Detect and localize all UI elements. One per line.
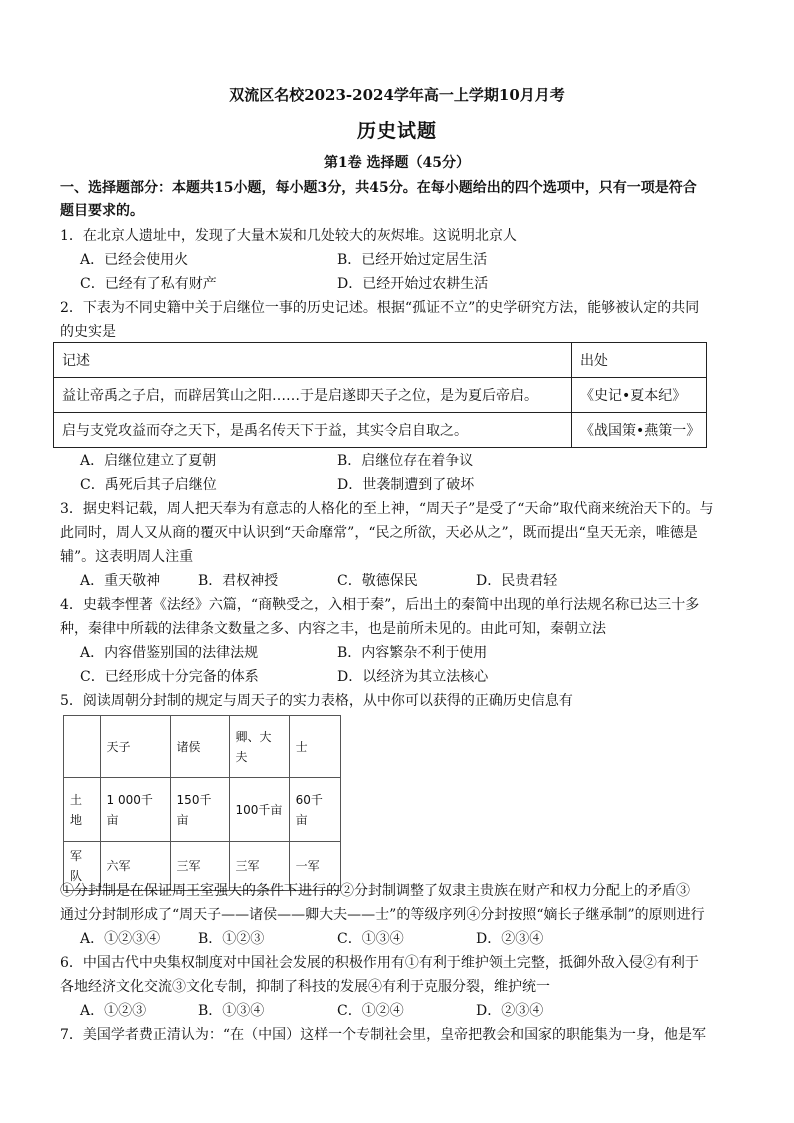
table-header-row [54, 343, 707, 378]
q4-option-b: B．内容繁杂不利于使用 [337, 645, 488, 661]
q2-option-b: B．启继位存在着争议 [337, 453, 474, 469]
table-cell: 100千亩 [229, 778, 289, 842]
q3-option-d: D．民贵君轻 [476, 573, 558, 589]
q1-option-b: B．已经开始过定居生活 [337, 252, 488, 268]
table-row-label: 土地 [64, 778, 101, 842]
table-cell-source: 《战国策•燕策一》 [572, 413, 707, 448]
table-header-record: 记述 [54, 343, 572, 378]
table-cell: 60千亩 [289, 778, 340, 842]
q2-option-a: A．启继位建立了夏朝 [80, 453, 217, 469]
table-header-source: 出处 [572, 343, 707, 378]
table-row [64, 778, 341, 842]
q4-option-c: C．已经形成十分完备的体系 [80, 669, 259, 685]
q3-stem-1: 3．据史料记载，周人把天奉为有意志的人格化的至上神，“周天子”是受了“天命”取代商来统治天下的。与 [60, 501, 714, 517]
q5-option-d: D．②③④ [476, 931, 544, 947]
q6-option-a: A．①②③ [80, 1003, 147, 1019]
table-cell: 六军 [100, 842, 170, 891]
table-cell-source: 《史记•夏本纪》 [572, 378, 707, 413]
q5-option-a: A．①②③④ [80, 931, 161, 947]
table-cell: 三军 [229, 842, 289, 891]
table-cell-record: 启与支党攻益而夺之天下，是禹名传天下于益，其实令启自取之。 [54, 413, 572, 448]
q6-option-c: C．①②④ [337, 1003, 404, 1019]
q1-stem: 1．在北京人遗址中，发现了大量木炭和几处较大的灰烬堆。这说明北京人 [60, 228, 517, 244]
q5-option-b: B．①②③ [198, 931, 265, 947]
instructions-line-2: 题目要求的。 [60, 203, 144, 219]
q1-option-d: D．已经开始过农耕生活 [337, 276, 489, 292]
q3-stem-3: 辅”。这表明周人注重 [60, 549, 194, 565]
table-cell: 三军 [170, 842, 229, 891]
q5-option-c: C．①③④ [337, 931, 404, 947]
q3-option-a: A．重天敬神 [80, 573, 161, 589]
q2-option-c: C．禹死后其子启继位 [80, 477, 217, 493]
q7-stem-1: 7．美国学者费正清认为：“在（中国）这样一个专制社会里，皇帝把教会和国家的职能集为一身，他是军 [60, 1027, 707, 1043]
q2-table [53, 342, 707, 448]
q4-option-d: D．以经济为其立法核心 [337, 669, 489, 685]
table-cell: 150千亩 [170, 778, 229, 842]
q4-stem-1: 4．史载李悝著《法经》六篇，“商鞅受之，入相于秦”，后出土的秦简中出现的单行法规名称已达三十多 [60, 597, 700, 613]
q3-stem-2: 此同时，周人又从商的覆灭中认识到“天命靡常”，“民之所欲，天必从之”，既而提出“皇天无亲，唯德是 [60, 525, 698, 541]
q5-info-2: 通过分封制形成了“周天子——诸侯——卿大夫——士”的等级序列④分封按照“嫡长子继承制”的原则进行 [60, 907, 705, 923]
q3-option-c: C．敬德保民 [337, 573, 418, 589]
q4-stem-2: 种，秦律中所载的法律条文数量之多、内容之丰，也是前所未见的。由此可知，秦朝立法 [60, 621, 606, 637]
table-cell-record: 益让帝禹之子启，而辟居箕山之阳……于是启遂即天子之位，是为夏后帝启。 [54, 378, 572, 413]
q6-stem-1: 6．中国古代中央集权制度对中国社会发展的积极作用有①有利于维护领土完整，抵御外敌入侵②有利于 [60, 955, 699, 971]
table-row [54, 378, 707, 413]
table-header-empty [64, 716, 101, 778]
table-header: 天子 [100, 716, 170, 778]
q5-stem: 5．阅读周朝分封制的规定与周天子的实力表格，从中你可以获得的正确历史信息有 [60, 693, 573, 709]
q6-option-d: D．②③④ [476, 1003, 544, 1019]
table-cell: 一军 [289, 842, 340, 891]
q2-stem-1: 2．下表为不同史籍中关于启继位一事的历史记述。根据“孤证不立”的史学研究方法，能够被认定的共同 [60, 300, 700, 316]
instructions-line-1: 一、选择题部分：本题共15小题，每小题3分，共45分。在每小题给出的四个选项中，只有一项是符合 [60, 180, 697, 196]
q6-stem-2: 各地经济文化交流③文化专制，抑制了科技的发展④有利于克服分裂，维护统一 [60, 979, 550, 995]
q2-option-d: D．世袭制遭到了破坏 [337, 477, 475, 493]
q6-option-b: B．①③④ [198, 1003, 265, 1019]
exam-title: 双流区名校2023-2024学年高一上学期10月月考 [229, 86, 565, 104]
q5-table [63, 715, 341, 891]
q4-option-a: A．内容借鉴别国的法律法规 [80, 645, 259, 661]
q3-option-b: B．君权神授 [198, 573, 279, 589]
q1-option-a: A．已经会使用火 [80, 252, 189, 268]
table-header: 诸侯 [170, 716, 229, 778]
q2-stem-2: 的史实是 [60, 324, 116, 340]
table-row [54, 413, 707, 448]
table-header: 士 [289, 716, 340, 778]
q1-option-c: C．已经有了私有财产 [80, 276, 217, 292]
table-cell: 1 000千亩 [100, 778, 170, 842]
table-header-row [64, 716, 341, 778]
q5-info-1: ①分封制是在保证周王室强大的条件下进行的②分封制调整了奴隶主贵族在财产和权力分配上的矛盾③ [60, 883, 690, 899]
table-header: 卿、大夫 [229, 716, 289, 778]
section-title: 第1卷 选择题（45分） [323, 155, 471, 171]
subject-title: 历史试题 [356, 120, 437, 142]
table-row-label: 军队 [64, 842, 101, 891]
